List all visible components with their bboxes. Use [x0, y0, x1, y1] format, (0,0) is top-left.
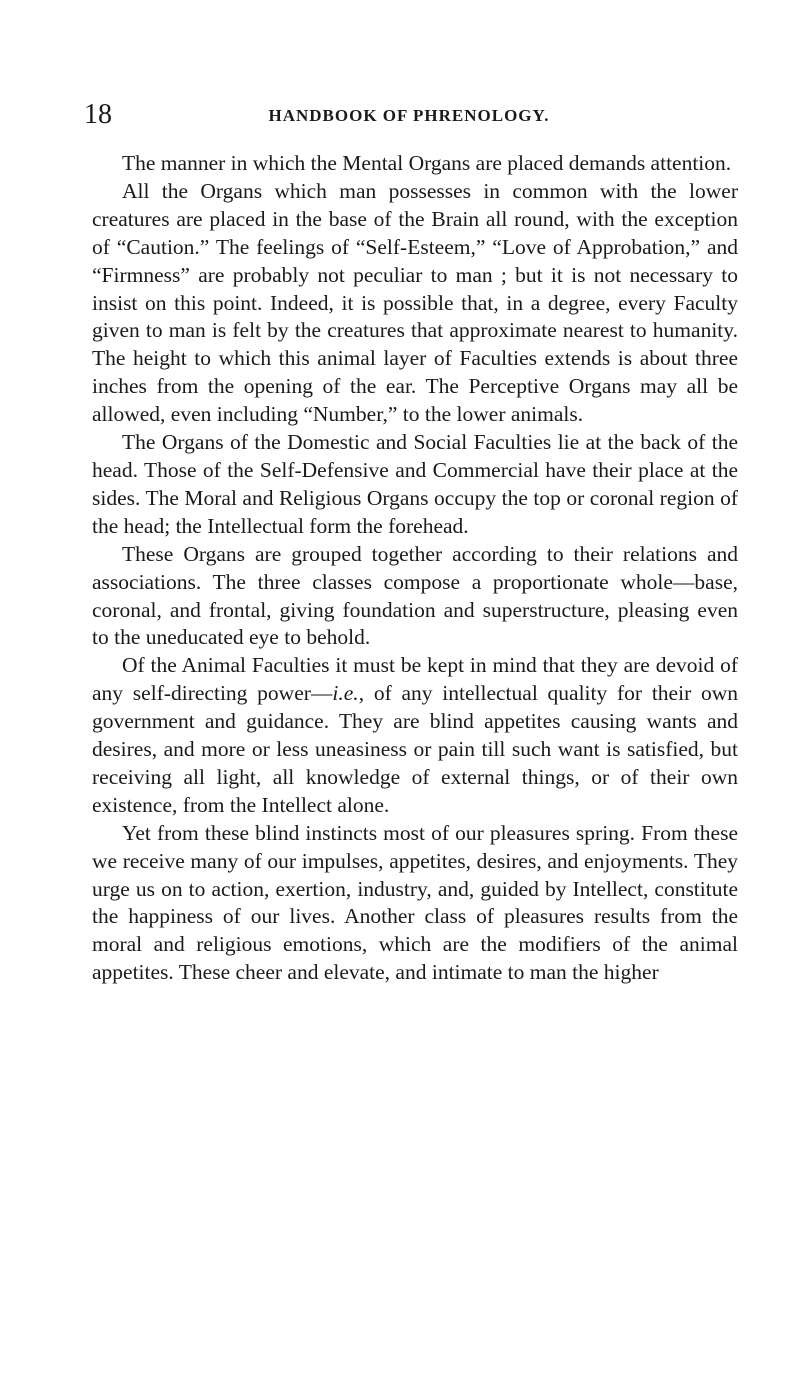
page-header — [84, 100, 734, 130]
paragraph-animal-organs: All the Organs which man possesses in common with the lower creatures are placed in the base of the Brain all round, with the exception of “Caution.” The feelings of “Self-Esteem,” “Love of Approbation,” and “Firmness” are probably not peculiar to man ; but it is not necessary to insist on this point. Indeed, it is possible that, in a degree, every Faculty given to man is felt by the creatures that approximate nearest to humanity. The height to which this animal layer of Faculties extends is about three inches from the opening of the ear. The Perceptive Organs may all be allowed, even including “Number,” to the lower animals. — [92, 178, 738, 427]
body-text — [92, 150, 738, 987]
paragraph-animal-faculties — [92, 652, 738, 819]
page-number: 18 — [84, 99, 112, 130]
ie-abbreviation: i.e. — [332, 681, 359, 706]
paragraph-animal-faculties-part2: , of any intellectual quality for their own government and guidance. They are blind appetites causing wants and desires, and more or less uneasiness or pain till such want is satisfied, but receiving all light, all knowledge of external things, or of their own existence, from the Intellect alone. — [92, 681, 739, 817]
paragraph-organ-placement: The manner in which the Mental Organs are placed demands attention. — [122, 151, 732, 175]
paragraph-organ-regions: The Organs of the Domestic and Social Faculties lie at the back of the head. Those of the Self-Defensive and Commercial have their place at the sides. The Moral and Religious Organs occupy the top or coronal region of the head; the Intellectual form the forehead. — [92, 430, 738, 538]
running-head: HANDBOOK OF PHRENOLOGY. — [268, 106, 550, 125]
paragraph-animal-faculties-part1: Of the Animal Faculties it must be kept in mind that they are devoid of any self-directing power— — [92, 653, 738, 706]
paragraph-pleasures: Yet from these blind instincts most of our pleasures spring. From these we receive many of our impulses, appetites, desires, and enjoyments. They urge us on to action, exertion, industry, and, guided by Intellect, constitute the happiness of our lives. Another class of pleasures results from the moral and religious emotions, which are the modifiers of the animal appetites. These cheer and elevate, and intimate to man the higher — [92, 820, 738, 985]
paragraph-organ-grouping: These Organs are grouped together according to their relations and associations. The three classes compose a proportionate whole—base, coronal, and frontal, giving foundation and superstructure, pleasing even to the uneducated eye to behold. — [92, 541, 738, 650]
